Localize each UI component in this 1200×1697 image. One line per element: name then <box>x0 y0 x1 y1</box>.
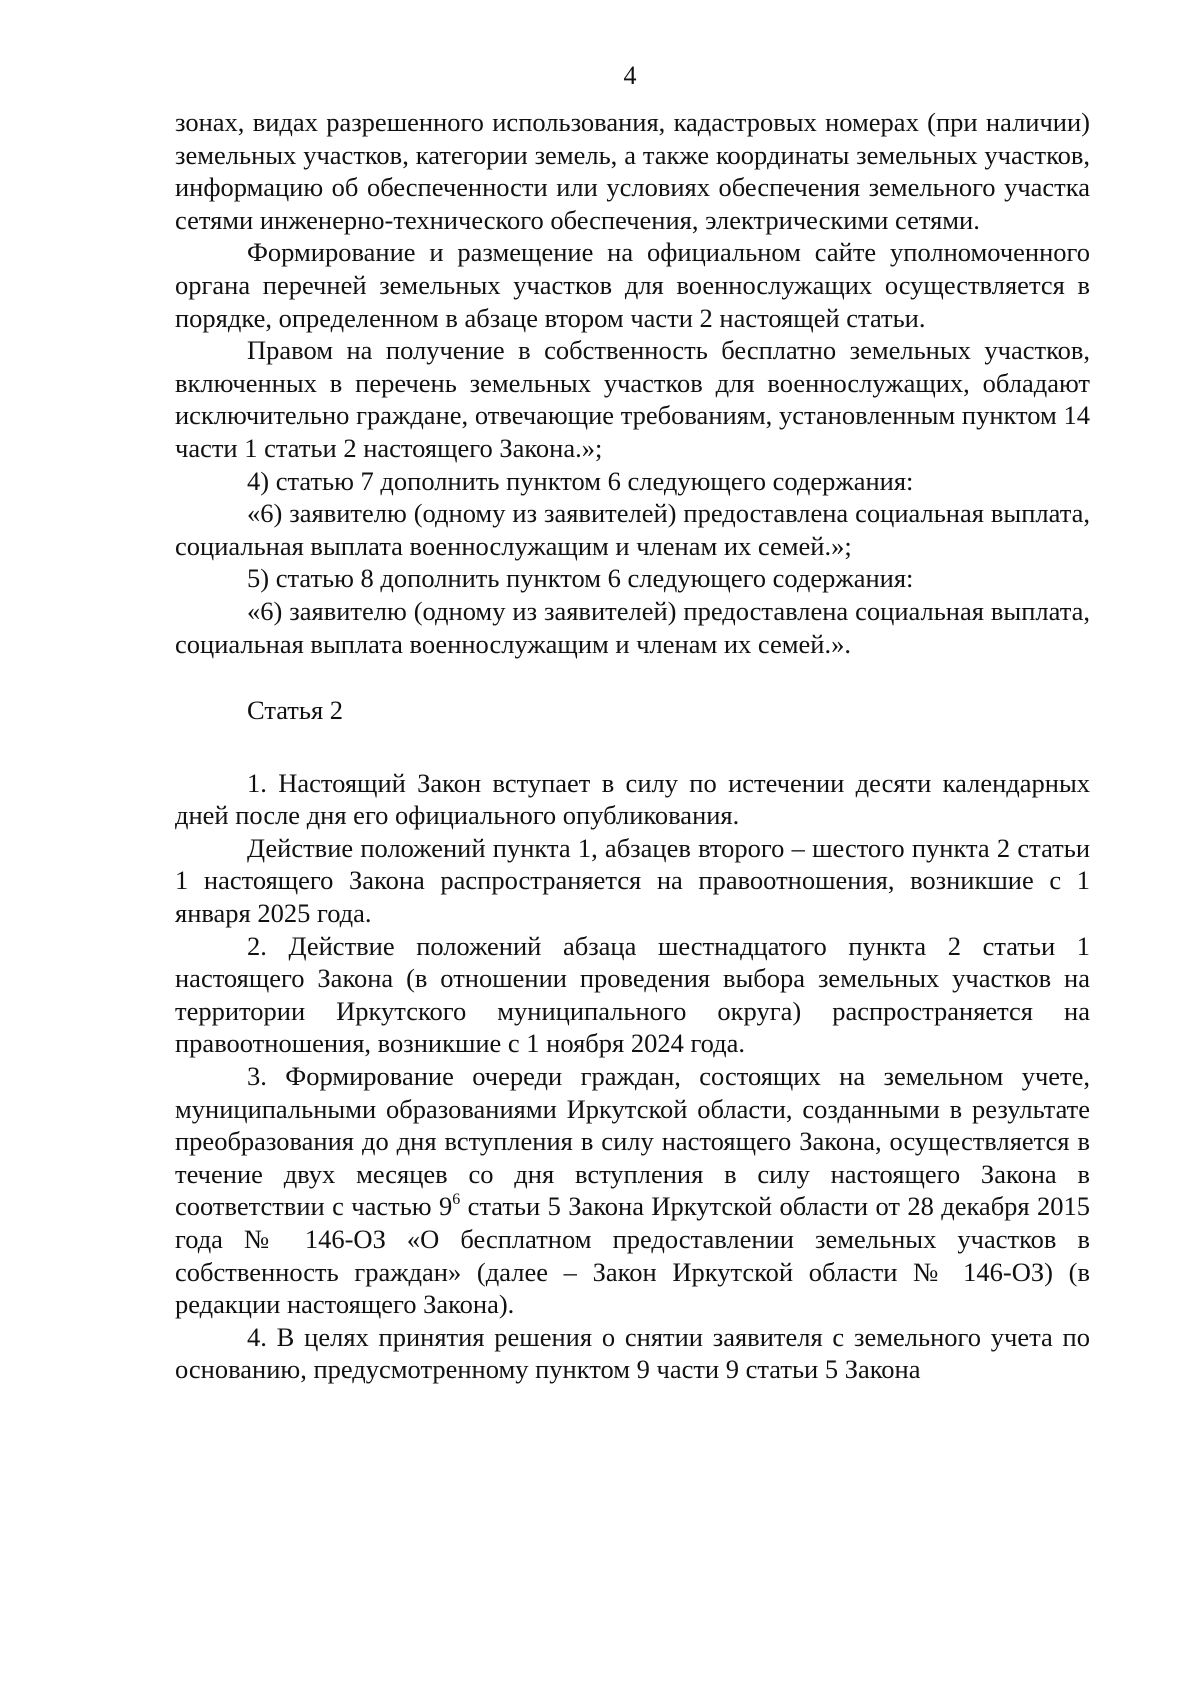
spacer <box>175 660 1090 694</box>
paragraph-effect-from-2025: Действие положений пункта 1, абзацев второго – шестого пункта 2 статьи 1 настоящего Закона распространяется на правоотношения, возникшие с 1 января 2025 года. <box>175 832 1090 929</box>
paragraph-article-8-point-6: «6) заявителю (одному из заявителей) предоставлена социальная выплата, социальная выплата военнослужащим и членам их семей.». <box>175 595 1090 659</box>
spacer <box>175 727 1090 767</box>
paragraph-article-8-amendment: 5) статью 8 дополнить пунктом 6 следующего содержания: <box>247 563 914 594</box>
paragraph-removal-from-registry: 4. В целях принятия решения о снятии заявителя с земельного учета по основанию, предусмотренному пунктом 9 части 9 статьи 5 Закона <box>175 1321 1090 1385</box>
paragraph-continuation: зонах, видах разрешенного использования, кадастровых номерах (при наличии) земельных участков, категории земель, а также координаты земельных участков, информацию об обеспеченности или условиях обеспечения земельного участка сетями инженерно-технического обеспечения, электрическими сетями. <box>175 107 1090 235</box>
paragraph-right-to-land: Правом на получение в собственность бесплатно земельных участков, включенных в перечень земельных участков для военнослужащих, обладают исключительно граждане, отвечающие требованиям, установленным пунктом 14 части 1 статьи 2 настоящего Закона.»; <box>175 335 1090 463</box>
paragraph-site-publication: Формирование и размещение на официальном сайте уполномоченного органа перечней земельных участков для военнослужащих осуществляется в порядке, определенном в абзаце втором части 2 настоящей статьи. <box>175 237 1090 333</box>
paragraph-article-7-amendment: 4) статью 7 дополнить пунктом 6 следующего содержания: <box>247 465 914 496</box>
page-number: 4 <box>623 61 637 90</box>
paragraph-article-7-point-6: «6) заявителю (одному из заявителей) предоставлена социальная выплата, социальная выплата военнослужащим и членам их семей.»; <box>175 498 1090 561</box>
paragraph-entry-into-force: 1. Настоящий Закон вступает в силу по истечении десяти календарных дней после дня его официального опубликования. <box>175 767 1090 831</box>
paragraph-queue-formation-part2: статьи 5 Закона Иркутской области от 28 декабря 2015 года № 146-ОЗ «О бесплатном предоставлении земельных участков в собственность граждан» (далее – Закон Иркутской области № 146-ОЗ) (в редакции настоящего Закона). <box>175 1191 1090 1320</box>
paragraph-queue-formation-part1: 3. Формирование очереди граждан, состоящих на земельном учете, муниципальными образованиями Иркутской области, созданными в результате преобразования до дня вступления в силу настоящего Закона, осуществляется в течение двух месяцев со дня вступления в силу настоящего Закона в соответствии с частью 9 <box>175 1061 1090 1222</box>
superscript: 6 <box>452 1190 461 1208</box>
paragraph-queue-formation <box>175 1060 1090 1321</box>
paragraph-effect-from-2024: 2. Действие положений абзаца шестнадцатого пункта 2 статьи 1 настоящего Закона (в отношении проведения выбора земельных участков на территории Иркутского муниципального округа) распространяется на правоотношения, возникшие с 1 ноября 2024 года. <box>175 930 1090 1059</box>
document-body <box>175 106 1090 1386</box>
article-heading: Статья 2 <box>247 695 344 726</box>
